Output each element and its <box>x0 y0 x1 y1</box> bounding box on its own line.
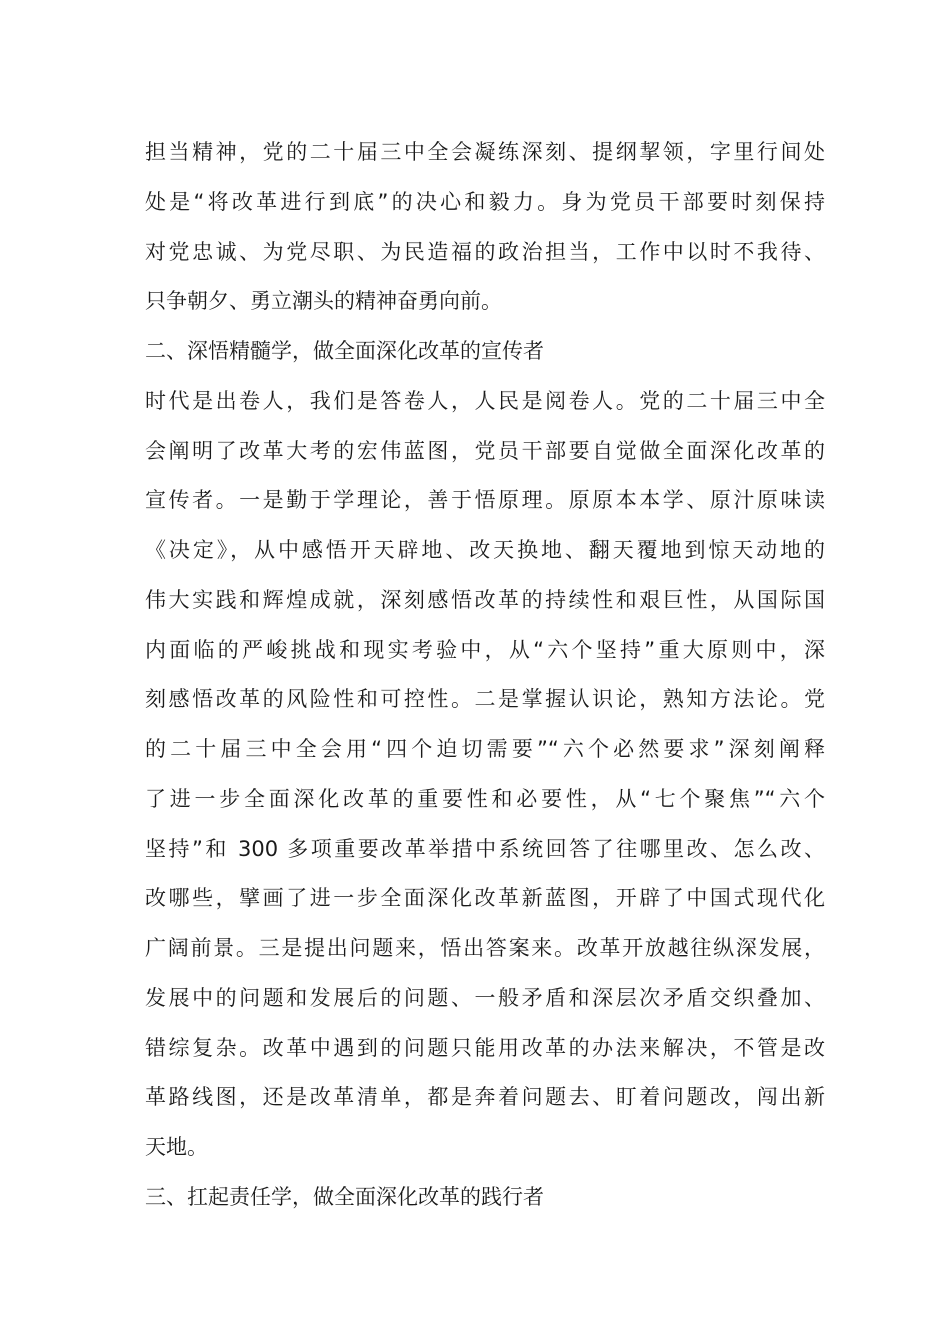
body-text-line: 内面临的严峻挑战和现实考验中，从“六个坚持”重大原则中，深 <box>145 638 825 662</box>
body-text-line: 刻感悟改革的风险性和可控性。二是掌握认识论，熟知方法论。党 <box>145 687 825 711</box>
body-text-line: 改哪些，擘画了进一步全面深化改革新蓝图，开辟了中国式现代化 <box>145 886 825 910</box>
section-heading-3: 三、扛起责任学，做全面深化改革的践行者 <box>145 1185 544 1209</box>
body-text-line: 会阐明了改革大考的宏伟蓝图，党员干部要自觉做全面深化改革的 <box>145 439 825 463</box>
body-text-line: 坚持”和 300 多项重要改革举措中系统回答了往哪里改、怎么改、 <box>145 837 825 861</box>
body-text-line: 伟大实践和辉煌成就，深刻感悟改革的持续性和艰巨性，从国际国 <box>145 588 825 612</box>
body-text-line: 错综复杂。改革中遇到的问题只能用改革的办法来解决，不管是改 <box>145 1036 825 1060</box>
body-text-line: 宣传者。一是勤于学理论，善于悟原理。原原本本学、原汁原味读 <box>145 488 825 512</box>
body-text-line: 发展中的问题和发展后的问题、一般矛盾和深层次矛盾交织叠加、 <box>145 986 825 1010</box>
body-text-line: 广阔前景。三是提出问题来，悟出答案来。改革开放越往纵深发展， <box>145 936 825 960</box>
body-text-line: 《决定》，从中感悟开天辟地、改天换地、翻天覆地到惊天动地的 <box>145 538 825 562</box>
body-text-line: 时代是出卷人，我们是答卷人，人民是阅卷人。党的二十届三中全 <box>145 389 825 413</box>
body-text-line: 革路线图，还是改革清单，都是奔着问题去、盯着问题改，闯出新 <box>145 1085 825 1109</box>
body-text-line: 了进一步全面深化改革的重要性和必要性，从“七个聚焦”“六个 <box>145 787 825 811</box>
body-text-line: 担当精神，党的二十届三中全会凝练深刻、提纲挈领，字里行间处 <box>145 140 825 164</box>
body-text-line: 对党忠诚、为党尽职、为民造福的政治担当，工作中以时不我待、 <box>145 240 825 264</box>
body-text-line: 只争朝夕、勇立潮头的精神奋勇向前。 <box>145 289 502 313</box>
section-heading-2: 二、深悟精髓学，做全面深化改革的宣传者 <box>145 339 544 363</box>
body-text-line: 天地。 <box>145 1135 208 1159</box>
body-text-line: 的二十届三中全会用“四个迫切需要”“六个必然要求”深刻阐释 <box>145 737 825 761</box>
body-text-line: 处是“将改革进行到底”的决心和毅力。身为党员干部要时刻保持 <box>145 190 825 214</box>
